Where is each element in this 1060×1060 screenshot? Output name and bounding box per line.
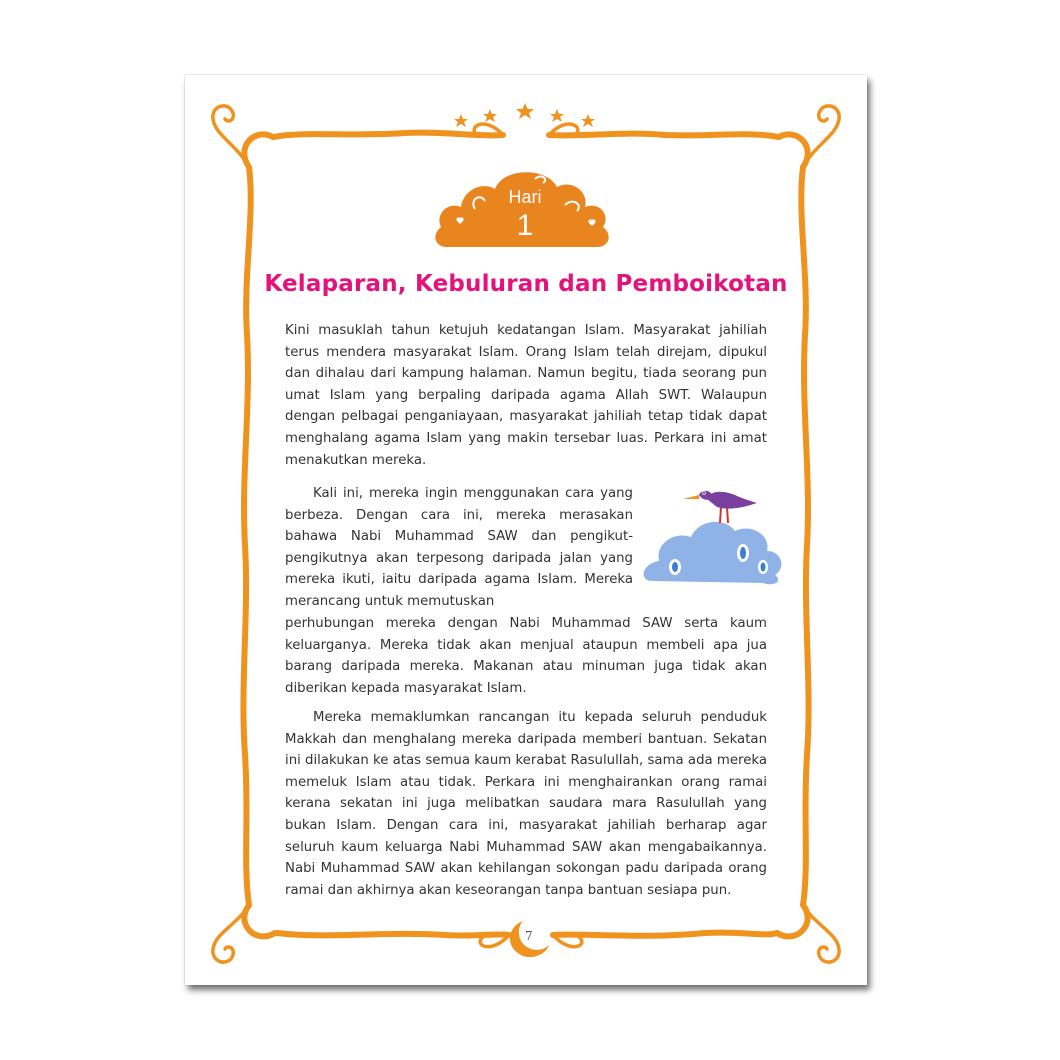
paragraph-1: Kini masuklah tahun ketujuh kedatangan Islam. Masyarakat jahiliah terus mendera masyarakat Islam. Orang Islam telah direjam, dipukul dan dihalau dari kampung halaman. Namun begitu, tiada seorang pun umat Islam yang berpaling daripada agama Allah SWT. Walaupun dengan pelbagai penganiayaan, masyarakat jahiliah tetap tidak dapat menghalang agama Islam yang makin tersebar luas. Perkara ini amat menakutkan mereka.: [285, 323, 767, 468]
page-number: 7: [525, 929, 533, 943]
paragraph-2-continued: perhubungan mereka dengan Nabi Muhammad SAW serta kaum keluarganya. Mereka tidak akan menjual ataupun membeli apa jua barang daripada mereka. Makanan atau minuman juga tidak akan diberikan kepada masyarakat Islam.: [285, 616, 767, 696]
paragraph-2-wrapped: Kali ini, mereka ingin menggunakan cara yang berbeza. Dengan cara ini, mereka merasakan bahawa Nabi Muhammad SAW dan pengikut-pengikutnya akan terpesong daripada jalan yang mereka ikuti, iaitu daripada agama Islam. Mereka merancang untuk memutuskan: [285, 486, 633, 609]
bird-icon: [683, 491, 757, 523]
page-title: Kelaparan, Kebuluran dan Pemboikotan: [264, 271, 788, 297]
paragraph-3: Mereka memaklumkan rancangan itu kepada seluruh penduduk Makkah dan menghalang mereka daripada memberi bantuan. Sekatan ini dilakukan ke atas semua kaum kerabat Rasulullah, sama ada mereka memeluk Islam atau tidak. Perkara ini menghairankan orang ramai kerana sekatan ini juga melibatkan saudara mara Rasulullah yang bukan Islam. Dengan cara ini, masyarakat jahiliah berharap agar seluruh kaum keluarga Nabi Muhammad SAW akan mengabaikannya. Nabi Muhammad SAW akan kehilangan sokongan padu daripada orang ramai dan akhirnya akan keseorangan tanpa bantuan sesiapa pun.: [285, 710, 767, 898]
blue-cloud-illustration: [644, 522, 782, 584]
book-page: [185, 75, 867, 985]
day-label: Hari: [508, 187, 542, 207]
day-number: 1: [516, 209, 534, 242]
